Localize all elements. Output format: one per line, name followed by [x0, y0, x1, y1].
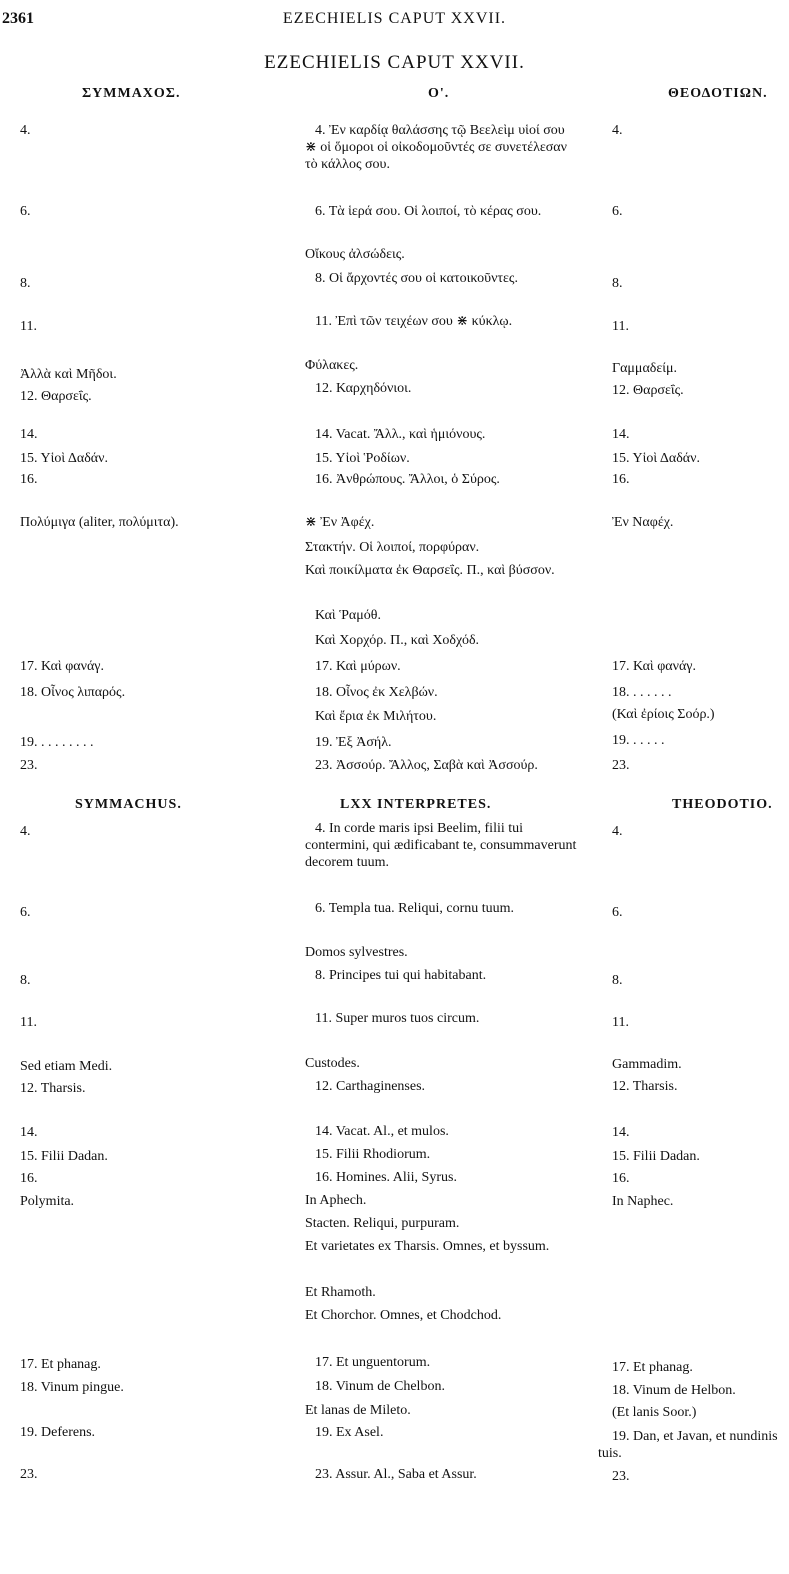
latin-header-theodotion: THEODOTIO.: [672, 797, 773, 812]
greek-sym-line: 19. . . . . . . . .: [20, 735, 94, 750]
greek-lxx-line: 14. Vacat. Ἄλλ., καὶ ἡμιόνους.: [315, 427, 486, 442]
greek-theo-line: 4.: [612, 123, 623, 138]
latin-theo-line: 6.: [612, 905, 623, 920]
greek-sym-line: 6.: [20, 204, 31, 219]
latin-lxx-line: 18. Vinum de Chelbon.: [315, 1379, 445, 1394]
latin-sym-line: 16.: [20, 1171, 38, 1186]
greek-sym-line: 8.: [20, 276, 31, 291]
greek-lxx-line: 18. Οἶνος ἐκ Χελβών.: [315, 685, 438, 700]
latin-sym-line: 17. Et phanag.: [20, 1357, 101, 1372]
greek-lxx-line: 4. Ἐν καρδίᾳ θαλάσσης τῷ Βεελεὶμ υἱοί σου ⋇ οἱ ὅμοροι οἱ οἰκοδομοῦντές σε συνετέλεσαν τὸ κάλλος σου.: [305, 123, 567, 172]
greek-sym-line: Ἀλλὰ καὶ Μῆδοι.: [20, 367, 117, 382]
greek-theo-line: 14.: [612, 427, 630, 442]
greek-lxx-line: Καὶ Χορχόρ. Π., καὶ Χοδχόδ.: [315, 633, 480, 648]
greek-lxx-line: 6. Τὰ ἱερά σου. Οἱ λοιποί, τὸ κέρας σου.: [315, 204, 542, 219]
greek-theo-line: 18. . . . . . .: [612, 685, 672, 700]
latin-sym-line: 23.: [20, 1467, 38, 1482]
latin-theo-line: 15. Filii Dadan.: [612, 1149, 700, 1164]
greek-header-lxx: O'.: [428, 86, 450, 101]
latin-theo-line: 11.: [612, 1015, 629, 1030]
latin-lxx-line: 16. Homines. Alii, Syrus.: [315, 1170, 457, 1185]
latin-sym-line: 14.: [20, 1125, 38, 1140]
latin-sym-line: 11.: [20, 1015, 37, 1030]
latin-lxx-line: Et lanas de Mileto.: [305, 1403, 411, 1418]
latin-lxx-line: 14. Vacat. Al., et mulos.: [315, 1124, 449, 1139]
latin-lxx-line: Custodes.: [305, 1056, 360, 1071]
greek-sym-line: 17. Καὶ φανάγ.: [20, 659, 104, 674]
latin-sym-line: 6.: [20, 905, 31, 920]
greek-lxx-line: 15. Υἱοὶ Ῥοδίων.: [315, 451, 410, 466]
latin-sym-line: 19. Deferens.: [20, 1425, 96, 1440]
greek-lxx-line: Καὶ Ῥαμόθ.: [315, 608, 381, 623]
latin-lxx-line: 15. Filii Rhodiorum.: [315, 1147, 431, 1162]
greek-lxx-line: ⋇ Ἐν Ἀφέχ.: [305, 515, 375, 530]
greek-sym-line: 16.: [20, 472, 38, 487]
greek-theo-line: Γαμμαδείμ.: [612, 361, 678, 376]
latin-header-symmachus: SYMMACHUS.: [75, 797, 182, 812]
greek-sym-line: 14.: [20, 427, 38, 442]
latin-sym-line: 15. Filii Dadan.: [20, 1149, 108, 1164]
latin-sym-line: Polymita.: [20, 1194, 75, 1209]
latin-theo-line: 23.: [612, 1469, 630, 1484]
latin-sym-line: 8.: [20, 973, 31, 988]
greek-lxx-line: Καὶ ποικίλματα ἐκ Θαρσεΐς. Π., καὶ βύσσον.: [305, 563, 555, 578]
latin-lxx-line: Stacten. Reliqui, purpuram.: [305, 1216, 460, 1231]
greek-sym-line: Πολύμιγα (aliter, πολύμιτα).: [20, 515, 179, 530]
latin-theo-line: 12. Tharsis.: [612, 1079, 678, 1094]
greek-header-symmachus: ΣΥΜΜΑΧΟΣ.: [82, 86, 181, 101]
page-number: 2361: [2, 10, 34, 27]
greek-lxx-line: 12. Καρχηδόνιοι.: [315, 381, 412, 396]
latin-lxx-line: 8. Principes tui qui habitabant.: [315, 968, 487, 983]
greek-sym-line: 12. Θαρσεΐς.: [20, 389, 92, 404]
latin-sym-line: 4.: [20, 824, 31, 839]
greek-lxx-line: 17. Καὶ μύρων.: [315, 659, 401, 674]
main-title: EZECHIELIS CAPUT XXVII.: [264, 52, 525, 73]
latin-theo-line: 8.: [612, 973, 623, 988]
latin-theo-line: 4.: [612, 824, 623, 839]
greek-sym-line: 15. Υἱοὶ Δαδάν.: [20, 451, 108, 466]
greek-lxx-line: 8. Οἱ ἄρχοντές σου οἱ κατοικοῦντες.: [315, 271, 518, 286]
greek-theo-line: 23.: [612, 758, 630, 773]
greek-theo-line: 15. Υἱοὶ Δαδάν.: [612, 451, 700, 466]
latin-lxx-line: 6. Templa tua. Reliqui, cornu tuum.: [315, 901, 515, 916]
latin-theo-line: 18. Vinum de Helbon.: [612, 1383, 736, 1398]
latin-lxx-line: Et Chorchor. Omnes, et Chodchod.: [305, 1308, 502, 1323]
greek-sym-line: 23.: [20, 758, 38, 773]
latin-theo-line: (Et lanis Soor.): [612, 1405, 697, 1420]
greek-sym-line: 11.: [20, 319, 37, 334]
latin-lxx-line: 4. In corde maris ipsi Beelim, filii tui contermini, qui ædificabant te, consummaverunt decorem tuum.: [305, 821, 577, 870]
greek-sym-line: 4.: [20, 123, 31, 138]
greek-lxx-line: 11. Ἐπὶ τῶν τειχέων σου ⋇ κύκλῳ.: [315, 314, 513, 329]
latin-theo-line: 16.: [612, 1171, 630, 1186]
greek-lxx-line: 23. Ἀσσούρ. Ἄλλος, Σαβὰ καὶ Ἀσσούρ.: [315, 758, 538, 773]
greek-theo-line: Ἐν Ναφέχ.: [612, 515, 674, 530]
latin-theo-line: 14.: [612, 1125, 630, 1140]
greek-theo-line: 6.: [612, 204, 623, 219]
latin-lxx-line: 12. Carthaginenses.: [315, 1079, 426, 1094]
greek-lxx-line: Καὶ ἔρια ἐκ Μιλήτου.: [315, 709, 437, 724]
greek-theo-line: 12. Θαρσεΐς.: [612, 383, 684, 398]
latin-theo-line: Gammadim.: [612, 1057, 682, 1072]
greek-theo-line: 19. . . . . .: [612, 733, 665, 748]
latin-sym-line: 12. Tharsis.: [20, 1081, 86, 1096]
greek-lxx-line: Φύλακες.: [305, 358, 359, 373]
greek-header-theodotion: ΘΕΟΔΟΤΙΩΝ.: [668, 86, 768, 101]
latin-lxx-line: Domos sylvestres.: [305, 945, 408, 960]
greek-lxx-line: 16. Ἀνθρώπους. Ἄλλοι, ὁ Σύρος.: [315, 472, 500, 487]
latin-lxx-line: Et Rhamoth.: [305, 1285, 376, 1300]
greek-theo-line: 8.: [612, 276, 623, 291]
running-title: EZECHIELIS CAPUT XXVII.: [282, 10, 507, 27]
latin-lxx-line: 23. Assur. Al., Saba et Assur.: [315, 1467, 477, 1482]
latin-lxx-line: In Aphech.: [305, 1193, 367, 1208]
latin-lxx-line: 17. Et unguentorum.: [315, 1355, 431, 1370]
latin-header-lxx: LXX INTERPRETES.: [340, 797, 492, 812]
latin-lxx-line: Et varietates ex Tharsis. Omnes, et byssum.: [305, 1239, 550, 1254]
latin-lxx-line: 19. Ex Asel.: [315, 1425, 384, 1440]
latin-theo-line: 19. Dan, et Javan, et nundinis tuis.: [598, 1429, 778, 1461]
latin-sym-line: Sed etiam Medi.: [20, 1059, 113, 1074]
greek-sym-line: 18. Οἶνος λιπαρός.: [20, 685, 126, 700]
greek-lxx-line: Στακτήν. Οἱ λοιποί, πορφύραν.: [305, 540, 480, 555]
latin-theo-line: 17. Et phanag.: [612, 1360, 693, 1375]
latin-lxx-line: 11. Super muros tuos circum.: [315, 1011, 480, 1026]
greek-lxx-line: 19. Ἐξ Ἀσήλ.: [315, 735, 392, 750]
running-header: [0, 10, 789, 34]
latin-sym-line: 18. Vinum pingue.: [20, 1380, 124, 1395]
greek-theo-line: 17. Καὶ φανάγ.: [612, 659, 696, 674]
greek-theo-line: 16.: [612, 472, 630, 487]
greek-theo-line: 11.: [612, 319, 629, 334]
greek-theo-line: (Καὶ ἐρίοις Σοόρ.): [612, 707, 715, 722]
greek-lxx-line: Οἴκους ἀλσώδεις.: [305, 247, 405, 262]
latin-theo-line: In Naphec.: [612, 1194, 674, 1209]
